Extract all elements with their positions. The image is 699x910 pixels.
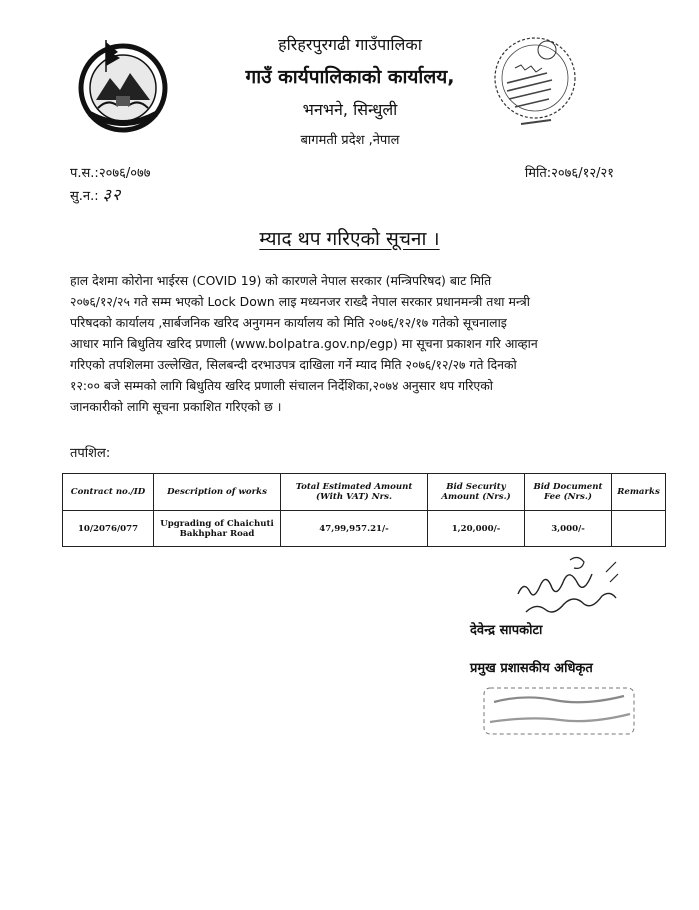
notice-title [0, 225, 699, 251]
cell-doc-fee: 3,000/- [525, 511, 612, 547]
col-description-header: Description of works [154, 474, 281, 511]
notice-date: मिति:२०७६/१२/२१ [524, 166, 614, 181]
body-line: २०७६/१२/२५ गते सम्म भएको Lock Down लाइ मध्यनजर राख्दै नेपाल सरकार प्रधानमन्त्री तथा मन्त्री [70, 294, 530, 309]
notice-title-text: म्याद थप गरिएको सूचना । [259, 228, 440, 250]
cell-contract: 10/2076/077 [63, 511, 154, 547]
works-table [62, 473, 666, 547]
serial-value: ३२ [102, 185, 122, 204]
col-remarks-header: Remarks [612, 474, 666, 511]
body-line: गरिएको तपशिलमा उल्लेखित, सिलबन्दी दरभाउपत्र दाखिला गर्ने म्याद मिति २०७६/१२/२७ गते दिनको [70, 357, 517, 372]
province-country: बागमती प्रदेश ,नेपाल [300, 133, 400, 148]
cell-amount: 47,99,957.21/- [281, 511, 428, 547]
table-header-row [63, 474, 666, 511]
nepal-emblem-logo [68, 28, 178, 138]
handwritten-signature [510, 552, 630, 622]
serial-label: सु.न.: [70, 189, 99, 204]
body-line: आधार मानि बिधुतिय खरिद प्रणाली (www.bolpatra.gov.np/egp) मा सूचना प्रकाशन गरि आव्हान [70, 336, 538, 351]
signatory-designation: प्रमुख प्रशासकीय अधिकृत [470, 661, 593, 676]
official-stamp-bottom [480, 682, 645, 742]
col-contract-header: Contract no./ID [63, 474, 154, 511]
reference-number: प.स.:२०७६/०७७ [70, 166, 151, 181]
municipality-name: हरिहरपुरगढी गाउँपालिका [278, 35, 422, 54]
cell-description: Upgrading of Chaichuti Bakhphar Road [154, 511, 281, 547]
notice-body [70, 270, 635, 417]
table-row [63, 511, 666, 547]
col-amount-header: Total Estimated Amount (With VAT) Nrs. [281, 474, 428, 511]
serial-number [70, 183, 121, 205]
col-bid-security-header: Bid Security Amount (Nrs.) [428, 474, 525, 511]
cell-bid-security: 1,20,000/- [428, 511, 525, 547]
body-line: जानकारीको लागि सूचना प्रकाशित गरिएको छ । [70, 399, 282, 414]
office-location: भनभने, सिन्धुली [302, 100, 398, 119]
details-label: तपशिल: [70, 446, 111, 461]
signatory-name: देवेन्द्र सापकोटा [470, 623, 543, 638]
office-name: गाउँ कार्यपालिकाको कार्यालय, [245, 66, 455, 88]
body-line: १२:०० बजे सम्मको लागि बिधुतिय खरिद प्रणाली संचालन निर्देशिका,२०७४ अनुसार थप गरिएको [70, 378, 493, 393]
col-doc-fee-header: Bid Document Fee (Nrs.) [525, 474, 612, 511]
body-line: परिषदको कार्यालय ,सार्बजनिक खरिद अनुगमन कार्यालय को मिति २०७६/१२/१७ गतेको सूचनालाइ [70, 315, 507, 330]
body-line: हाल देशमा कोरोना भाईरस (COVID 19) को कारणले नेपाल सरकार (मन्त्रिपरिषद) बाट मिति [70, 273, 492, 288]
cell-remarks [612, 511, 666, 547]
